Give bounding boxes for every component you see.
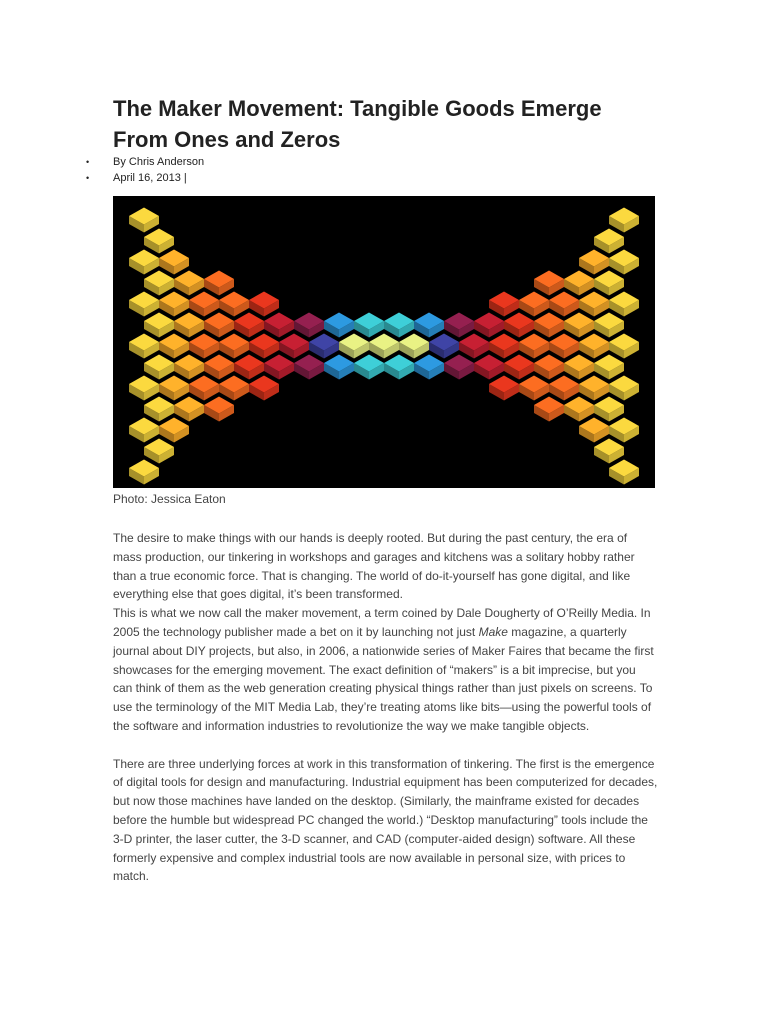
cube-shape [369,334,399,359]
cube-shape [234,355,264,380]
cube-shape [609,292,639,317]
cube-shape [579,292,609,317]
cube-shape [204,313,234,338]
cube-shape [519,376,549,401]
cube-shape [534,313,564,338]
bullet-icon: • [86,173,90,183]
cube-shape [219,334,249,359]
cube-shape [579,250,609,275]
cube-shape [549,334,579,359]
article-meta [86,154,204,186]
cube-shape [249,292,279,317]
cube-shape [144,397,174,422]
paragraph-1: The desire to make things with our hands is deeply rooted. But during the past century, the era of mass production, our tinkering in workshops and garages and kitchens was a solitary hobby rather than a true economic force. That is changing. The world of do-it-yourself has gone digital, and like everything else that goes digital, it’s been transformed. [113,531,635,602]
cube-shape [609,376,639,401]
cube-shape [129,376,159,401]
cube-shape [594,439,624,464]
cube-shape [564,271,594,296]
cube-shape [489,334,519,359]
cube-shape [384,313,414,338]
cube-shape [144,313,174,338]
cube-shape [474,313,504,338]
cube-shape [204,271,234,296]
cube-shape [189,376,219,401]
cube-shape [159,418,189,443]
cube-shape [609,208,639,233]
cube-shape [144,229,174,254]
cube-shape [324,313,354,338]
cube-shape [564,313,594,338]
cube-shape [579,334,609,359]
photo-caption: Photo: Jessica Eaton [113,492,226,506]
cube-shape [354,355,384,380]
cube-shape [579,418,609,443]
cube-shape [579,376,609,401]
cube-shape [399,334,429,359]
cube-shape [204,397,234,422]
article-photo [113,196,655,488]
cube-shape [444,355,474,380]
publish-date: April 16, 2013 | [113,172,187,184]
cube-shape [219,292,249,317]
cube-shape [519,292,549,317]
cube-pattern-image [113,196,655,488]
byline: By Chris Anderson [113,156,205,168]
bullet-icon: • [86,157,90,167]
cube-shape [504,355,534,380]
cube-shape [189,292,219,317]
cube-shape [324,355,354,380]
cube-shape [594,313,624,338]
cube-shape [414,355,444,380]
cube-shape [249,334,279,359]
cube-shape [489,376,519,401]
cube-shape [219,376,249,401]
cube-shape [249,376,279,401]
cube-shape [339,334,369,359]
article-title: The Maker Movement: Tangible Goods Emerge From Ones and Zeros [113,96,602,152]
cube-shape [264,355,294,380]
cube-shape [534,271,564,296]
cube-shape [549,292,579,317]
cube-shape [429,334,459,359]
cube-shape [384,355,414,380]
meta-byline [86,154,204,170]
cube-shape [129,250,159,275]
cube-shape [159,376,189,401]
cube-shape [534,355,564,380]
cube-shape [129,334,159,359]
cube-shape [444,313,474,338]
cube-shape [144,439,174,464]
cube-shape [594,397,624,422]
cube-shape [594,271,624,296]
cube-shape [594,355,624,380]
article-body [113,529,658,886]
cube-shape [174,355,204,380]
cube-shape [489,292,519,317]
cube-shape [129,418,159,443]
cube-shape [474,355,504,380]
meta-date [86,170,204,186]
cube-shape [564,397,594,422]
paragraph-2: This is what we now call the maker movement, a term coined by Dale Dougherty of O’Reilly Media. In 2005 the technology publisher made a bet on it by launching not just Make magazine, a quarterly journal about DIY projects, but also, in 2006, a nationwide series of Maker Faires that became the first showcases for the emerging movement. The exact definition of “makers” is a bit imprecise, but you can think of them as the web generation creating physical things rather than just pixels on screens. To use the terminology of the MIT Media Lab, they’re treating atoms like bits—using the powerful tools of the software and information industries to revolutionize the way we make tangible objects. [113,606,654,733]
cube-shape [414,313,444,338]
cube-shape [279,334,309,359]
cube-shape [309,334,339,359]
cube-shape [129,292,159,317]
cube-shape [609,418,639,443]
cube-shape [354,313,384,338]
cube-shape [189,334,219,359]
cube-shape [234,313,264,338]
cube-shape [609,334,639,359]
cube-shape [609,250,639,275]
cube-shape [129,460,159,485]
paragraph-3: There are three underlying forces at work in this transformation of tinkering. The first is the emergence of digital tools for design and manufacturing. Industrial equipment has been computerized for decades, but now those machines have landed on the desktop. (Similarly, the mainframe existed for decades before the humble but widespread PC changed the world.) “Desktop manufacturing” tools include the 3-D printer, the laser cutter, the 3-D scanner, and CAD (computer-aided design) software. All these formerly expensive and complex industrial tools are now available in personal size, with prices to match. [113,756,658,884]
cube-shape [519,334,549,359]
cube-shape [159,250,189,275]
cube-shape [204,355,234,380]
cube-shape [504,313,534,338]
cube-shape [144,355,174,380]
cube-shape [549,376,579,401]
cube-shape [459,334,489,359]
cube-shape [609,460,639,485]
cube-shape [264,313,294,338]
cube-shape [144,271,174,296]
cube-shape [534,397,564,422]
cube-shape [174,397,204,422]
cube-shape [294,355,324,380]
cube-shape [294,313,324,338]
cube-shape [594,229,624,254]
cube-shape [564,355,594,380]
cube-shape [174,313,204,338]
cube-shape [159,334,189,359]
cube-shape [174,271,204,296]
magazine-name: Make [478,624,508,639]
cube-shape [159,292,189,317]
cube-shape [129,208,159,233]
